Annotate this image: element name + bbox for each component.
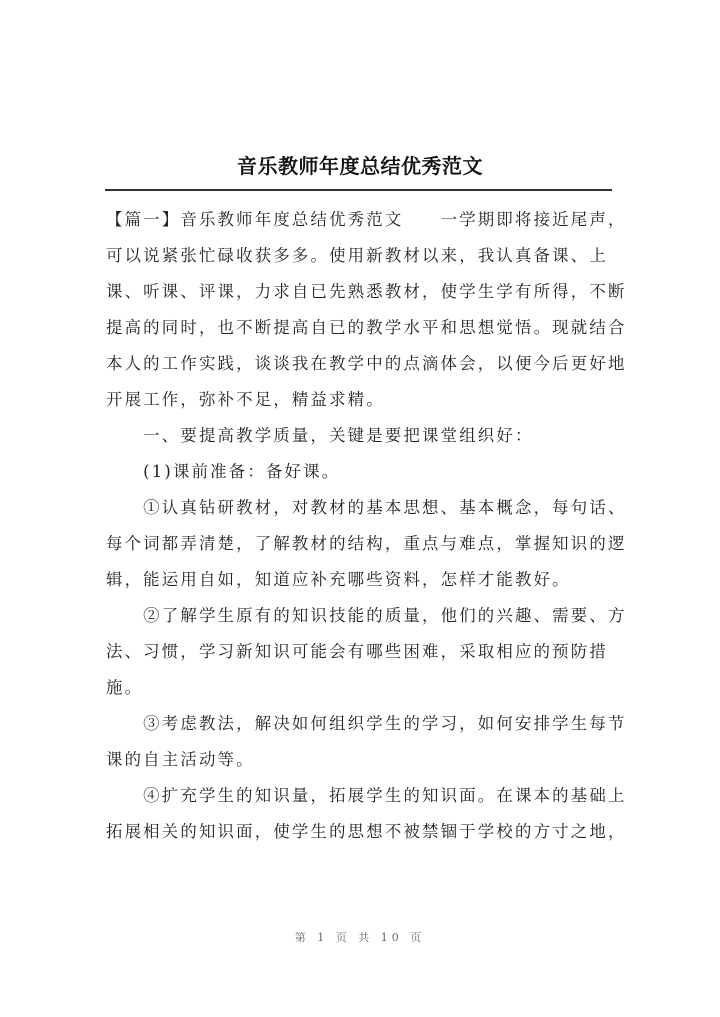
text-line: 提高的同时，也不断提高自已的教学水平和思想觉悟。现就结合 bbox=[106, 318, 627, 337]
text-line: 开展工作，弥补不足，精益求精。 bbox=[106, 390, 385, 409]
text-line: 可以说紧张忙碌收获多多。使用新教材以来，我认真备课、上 bbox=[106, 246, 608, 265]
text-line: (1)课前准备：备好课。 bbox=[106, 462, 341, 481]
text-line: 一、要提高教学质量，关键是要把课堂组织好： bbox=[106, 426, 534, 445]
text-line: ③考虑教法，解决如何组织学生的学习，如何安排学生每节 bbox=[106, 714, 627, 733]
text-line: 本人的工作实践，谈谈我在教学中的点滴体会，以便今后更好地 bbox=[106, 354, 627, 373]
text-line: 课、听课、评课，力求自已先熟悉教材，使学生学有所得，不断 bbox=[106, 282, 627, 301]
text-line: 【篇一】音乐教师年度总结优秀范文 一学期即将接近尾声， bbox=[106, 210, 627, 229]
text-line: 法、习惯，学习新知识可能会有哪些困难，采取相应的预防措 bbox=[106, 642, 608, 661]
text-line: ②了解学生原有的知识技能的质量，他们的兴趣、需要、方 bbox=[106, 606, 627, 625]
text-line: ④扩充学生的知识量，拓展学生的知识面。在课本的基础上 bbox=[106, 786, 627, 805]
page-number-footer: 第 1 页 共 10 页 bbox=[294, 931, 426, 944]
title-divider bbox=[105, 189, 612, 191]
text-line: ①认真钻研教材，对教材的基本思想、基本概念，每句话、 bbox=[106, 498, 627, 517]
document-body bbox=[106, 202, 646, 850]
text-line: 每个词都弄清楚，了解教材的结构，重点与难点，掌握知识的逻 bbox=[106, 534, 627, 553]
document-title: 音乐教师年度总结优秀范文 bbox=[237, 154, 483, 178]
text-line: 施。 bbox=[106, 678, 144, 697]
body-text bbox=[106, 202, 646, 850]
text-line: 辑，能运用自如，知道应补充哪些资料，怎样才能教好。 bbox=[106, 570, 571, 589]
text-line: 拓展相关的知识面，使学生的思想不被禁锢于学校的方寸之地， bbox=[106, 822, 627, 841]
text-line: 课的自主活动等。 bbox=[106, 750, 255, 769]
